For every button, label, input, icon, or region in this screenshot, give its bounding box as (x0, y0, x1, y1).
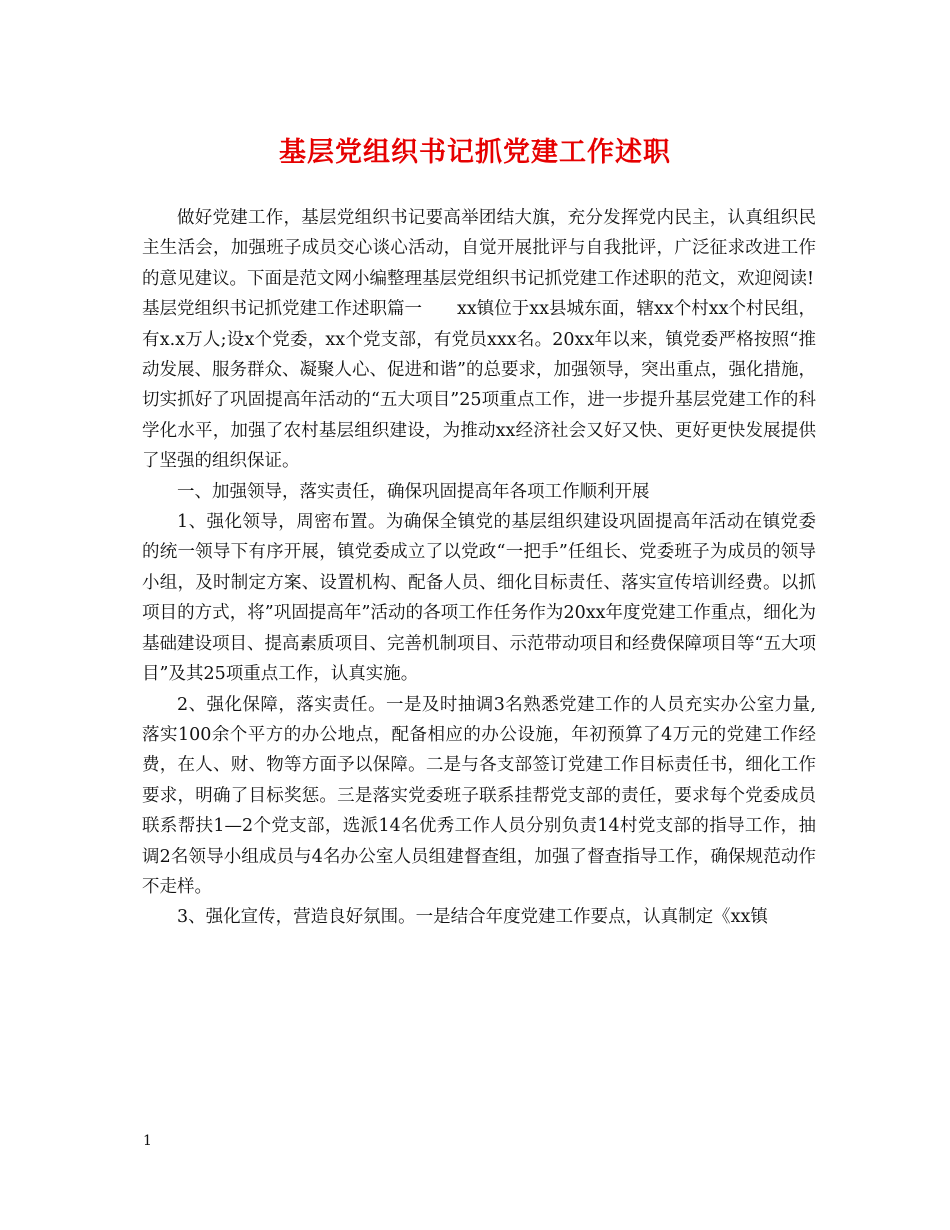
paragraph-item-3: 3、强化宣传，营造良好氛围。一是结合年度党建工作要点，认真制定《xx镇 (177, 907, 768, 928)
paragraph-intro: 做好党建工作，基层党组织书记要高举团结大旗，充分发挥党内民主，认真组织民主生活会，加强班子成员交心谈心活动，自觉开展批评与自我批评，广泛征求改进工作的意见建议。下面是范文网小编整理基层党组织书记抓党建工作述职的范文，欢迎阅读! (142, 208, 816, 289)
paragraph-item-2: 2、强化保障，落实责任。一是及时抽调3名熟悉党建工作的人员充实办公室力量,落实100余个平方的办公地点，配备相应的办公设施，年初预算了4万元的党建工作经费，在人、财、物等方面予以保障。二是与各支部签订党建工作目标责任书，细化工作要求，明确了目标奖惩。三是落实党委班子联系挂帮党支部的责任，要求每个党委成员联系帮扶1—2个党支部，选派14名优秀工作人员分别负责14村党支部的指导工作，抽调2名领导小组成员与4名办公室人员组建督查组，加强了督查指导工作，确保规范动作不走样。 (142, 694, 816, 897)
document-title: 基层党组织书记抓党建工作述职 (279, 137, 671, 168)
paragraph-item-1: 1、强化领导，周密布置。为确保全镇党的基层组织建设巩固提高年活动在镇党委的统一领导下有序开展，镇党委成立了以党政“一把手”任组长、党委班子为成员的领导小组，及时制定方案、设置机构、配备人员、细化目标责任、落实宣传培训经费。以抓项目的方式，将”巩固提高年”活动的各项工作任务作为20xx年度党建工作重点，细化为基础建设项目、提高素质项目、完善机制项目、示范带动项目和经费保障项目等“五大项目”及其25项重点工作，认真实施。 (142, 512, 816, 685)
paragraph-section-heading: 一、加强领导，落实责任，确保巩固提高年各项工作顺利开展 (177, 481, 650, 502)
document-body (142, 203, 816, 933)
paragraph-part-one: 基层党组织书记抓党建工作述职篇一 xx镇位于xx县城东面，辖xx个村xx个村民组，有x.x万人;设x个党委，xx个党支部，有党员xxx名。20xx年以来，镇党委严格按照“推动发展、服务群众、凝聚人心、促进和谐”的总要求，加强领导，突出重点，强化措施，切实抓好了巩固提高年活动的“五大项目”25项重点工作，进一步提升基层党建工作的科学化水平，加强了农村基层组织建设，为推动xx经济社会又好又快、更好更快发展提供了坚强的组织保证。 (142, 299, 816, 472)
page-number: 1 (143, 1133, 152, 1149)
